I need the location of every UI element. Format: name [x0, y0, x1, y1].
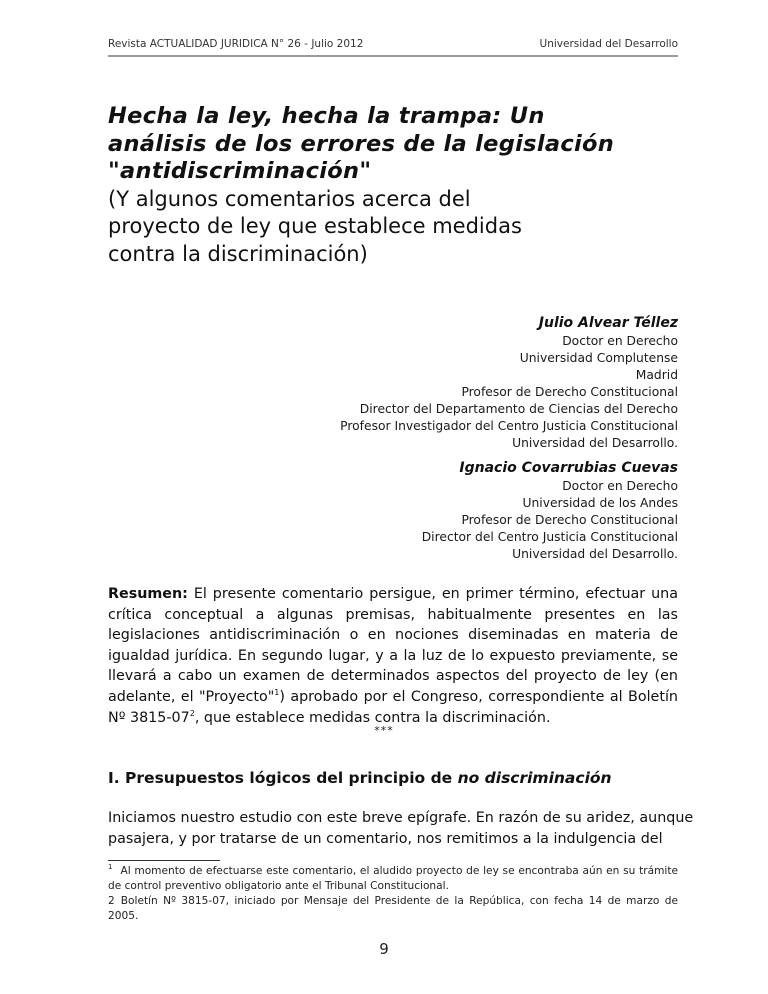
author-block	[340, 313, 678, 452]
running-header	[108, 36, 678, 56]
title-line: Hecha la ley, hecha la trampa: Un	[108, 103, 545, 129]
footnote-ref-1[interactable]: 1	[274, 688, 280, 698]
body-line: Iniciamos nuestro estudio con este breve epígrafe. En razón de su aridez, aunque	[108, 810, 694, 826]
author-affiliation: Universidad del Desarrollo.	[512, 547, 678, 561]
author-affiliation: Director del Departamento de Ciencias del Derecho	[359, 402, 678, 416]
journal-title: Revista ACTUALIDAD JURIDICA N° 26 - Julio 2012	[108, 38, 364, 50]
author-affiliation: Universidad Complutense	[519, 351, 678, 365]
author-affiliation: Universidad del Desarrollo.	[512, 436, 678, 450]
section-separator: ***	[374, 724, 394, 737]
footnote-2	[108, 894, 678, 924]
body-paragraph	[108, 808, 694, 850]
author-affiliation: Director del Centro Justicia Constitucional	[421, 530, 678, 544]
subtitle-line: proyecto de ley que establece medidas	[108, 214, 522, 238]
article-title-block	[108, 103, 668, 268]
abstract-paragraph	[108, 584, 678, 728]
abstract-text: , que establece medidas contra la discriminación.	[194, 709, 551, 726]
footnote-text: Boletín Nº 3815-07, iniciado por Mensaje del Presidente de la República, con fecha 14 de marzo de 2005.	[108, 895, 678, 922]
section-heading-emphasis: no discriminación	[457, 769, 612, 787]
title-line: análisis de los errores de la legislación	[108, 130, 615, 157]
footnote-mark: 1	[108, 863, 113, 872]
footnotes	[108, 864, 678, 924]
abstract-text: El presente comentario persigue, en primer término, efectuar una crítica conceptual a algunas premisas, habitualmente presentes en las legislaciones antidiscriminación o en nociones diseminadas en materia de igualdad jurídica. En segundo lugar, y a la luz de lo expuesto previamente, se llevará a cabo un examen de determinados aspectos del proyecto de ley (en adelante, el "Proyecto"	[108, 586, 678, 705]
footnote-text: Al momento de efectuarse este comentario, el aludido proyecto de ley se encontraba aún en su trámite de control preventivo obligatorio ante el Tribunal Constitucional.	[108, 865, 678, 892]
body-line: pasajera, y por tratarse de un comentario, nos remitimos a la indulgencia del	[108, 831, 663, 847]
author-affiliation: Doctor en Derecho	[562, 334, 678, 348]
author-name: Ignacio Covarrubias Cuevas	[459, 460, 678, 476]
author-affiliation: Doctor en Derecho	[562, 479, 678, 493]
footnote-ref-2[interactable]: 2	[189, 708, 195, 718]
article-subtitle	[108, 186, 668, 269]
subtitle-line: (Y algunos comentarios acerca del	[108, 186, 471, 211]
footnote-rule	[108, 860, 220, 861]
header-rule	[108, 55, 678, 57]
title-line: "antidiscriminación"	[108, 158, 372, 184]
author-name: Julio Alvear Téllez	[538, 315, 678, 331]
section-heading	[108, 768, 678, 788]
page-number: 9	[379, 940, 389, 958]
institution-name: Universidad del Desarrollo	[539, 38, 678, 50]
abstract-text: ) aprobado por el Congreso, correspondiente al Boletín Nº 3815-07	[108, 688, 678, 726]
author-block	[422, 458, 678, 563]
section-heading-text: I. Presupuestos lógicos del principio de	[108, 769, 458, 787]
author-affiliation: Madrid	[635, 368, 678, 382]
footnote-1	[108, 864, 678, 894]
author-affiliation: Universidad de los Andes	[522, 496, 678, 510]
author-affiliation: Profesor Investigador del Centro Justicia Constitucional	[340, 419, 678, 433]
author-affiliation: Profesor de Derecho Constitucional	[461, 513, 678, 527]
article-title	[108, 103, 668, 186]
abstract-label: Resumen:	[108, 586, 188, 602]
subtitle-line: contra la discriminación)	[108, 241, 368, 266]
author-affiliation: Profesor de Derecho Constitucional	[461, 385, 678, 399]
footnote-mark: 2	[108, 895, 115, 907]
